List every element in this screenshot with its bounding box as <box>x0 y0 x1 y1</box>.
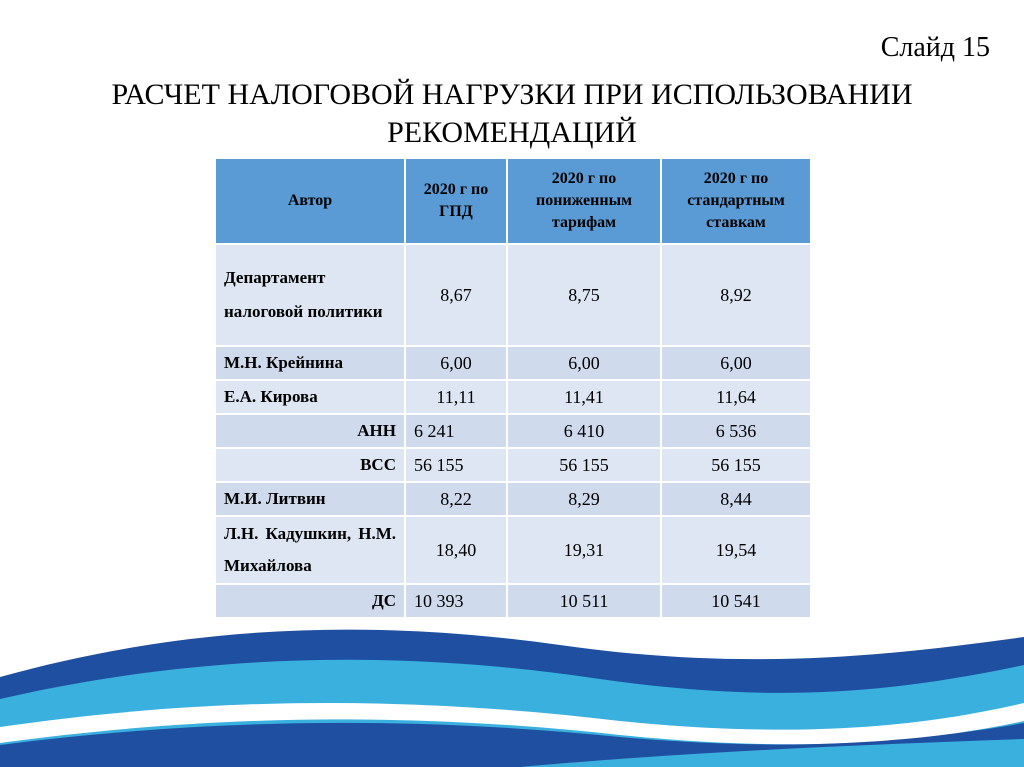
table-row <box>215 448 811 482</box>
cell-value: 6 410 <box>507 414 661 448</box>
row-author: Е.А. Кирова <box>215 380 405 414</box>
cell-value: 6 241 <box>405 414 507 448</box>
row-author: ВСС <box>215 448 405 482</box>
cell-value: 56 155 <box>507 448 661 482</box>
table-row <box>215 584 811 618</box>
cell-value: 8,22 <box>405 482 507 516</box>
decorative-waves <box>0 617 1024 767</box>
cell-value: 11,41 <box>507 380 661 414</box>
table-header-row <box>215 158 811 244</box>
cell-value: 11,64 <box>661 380 811 414</box>
cell-value: 10 541 <box>661 584 811 618</box>
row-author: ДС <box>215 584 405 618</box>
table-row <box>215 346 811 380</box>
cell-value: 19,31 <box>507 516 661 584</box>
column-header-standard-rates: 2020 г по стандартным ставкам <box>661 158 811 244</box>
tax-burden-table <box>214 157 812 619</box>
cell-value: 19,54 <box>661 516 811 584</box>
column-header-reduced-rates: 2020 г по пониженным тарифам <box>507 158 661 244</box>
cell-value: 8,67 <box>405 244 507 346</box>
table-row <box>215 414 811 448</box>
slide-title <box>0 76 1024 152</box>
table-row <box>215 244 811 346</box>
slide-title-line-2: РЕКОМЕНДАЦИЙ <box>387 116 637 149</box>
table-row <box>215 482 811 516</box>
cell-value: 8,44 <box>661 482 811 516</box>
cell-value: 56 155 <box>405 448 507 482</box>
cell-value: 11,11 <box>405 380 507 414</box>
cell-value: 10 393 <box>405 584 507 618</box>
cell-value: 18,40 <box>405 516 507 584</box>
column-header-author: Автор <box>215 158 405 244</box>
cell-value: 8,75 <box>507 244 661 346</box>
slide-number: Слайд 15 <box>880 32 990 63</box>
row-author: М.И. Литвин <box>215 482 405 516</box>
cell-value: 6 536 <box>661 414 811 448</box>
cell-value: 6,00 <box>661 346 811 380</box>
cell-value: 10 511 <box>507 584 661 618</box>
row-author: Департамент налоговой политики <box>215 244 405 346</box>
table-row <box>215 516 811 584</box>
row-author: Л.Н. Кадушкин, Н.М. Михайлова <box>215 516 405 584</box>
row-author: М.Н. Крейнина <box>215 346 405 380</box>
cell-value: 56 155 <box>661 448 811 482</box>
column-header-gpd: 2020 г по ГПД <box>405 158 507 244</box>
cell-value: 8,29 <box>507 482 661 516</box>
cell-value: 6,00 <box>507 346 661 380</box>
cell-value: 6,00 <box>405 346 507 380</box>
cell-value: 8,92 <box>661 244 811 346</box>
table-row <box>215 380 811 414</box>
slide-title-line-1: РАСЧЕТ НАЛОГОВОЙ НАГРУЗКИ ПРИ ИСПОЛЬЗОВАНИИ <box>111 78 913 111</box>
row-author: АНН <box>215 414 405 448</box>
